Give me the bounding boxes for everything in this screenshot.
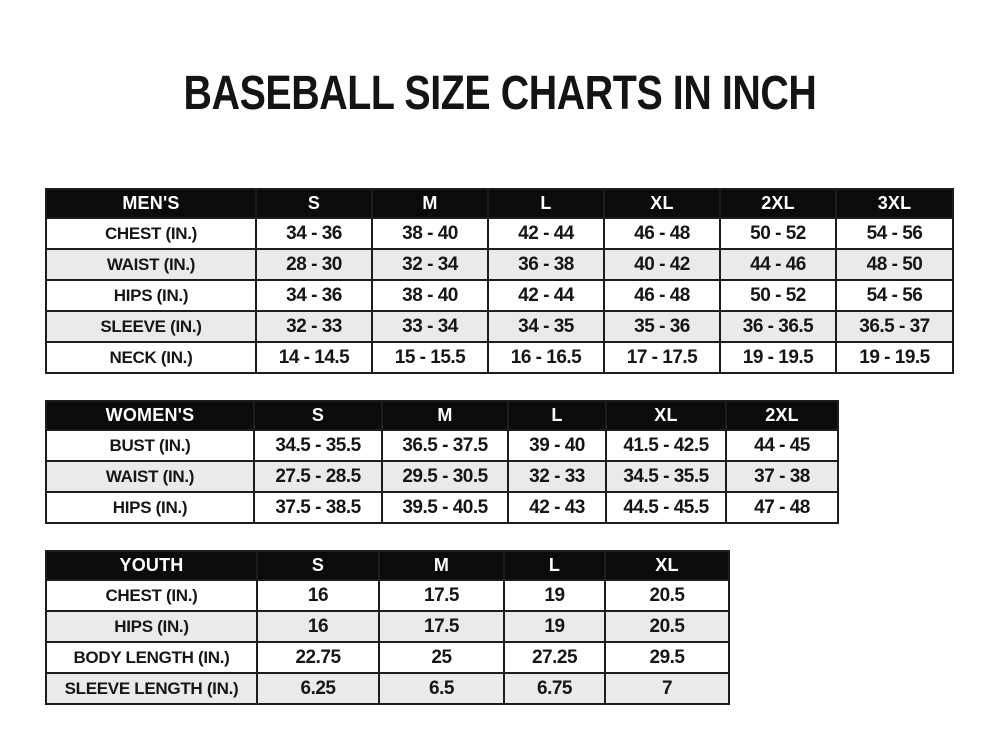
size-value: 16	[257, 611, 379, 642]
youth-sleeve-length-row	[46, 673, 729, 704]
womens-col-header-m: M	[382, 401, 508, 430]
row-label: HIPS (IN.)	[46, 492, 254, 523]
size-value: 22.75	[257, 642, 379, 673]
size-value: 34.5 - 35.5	[254, 430, 382, 461]
size-value: 32 - 33	[256, 311, 372, 342]
row-label: SLEEVE LENGTH (IN.)	[46, 673, 257, 704]
size-value: 28 - 30	[256, 249, 372, 280]
size-value: 38 - 40	[372, 218, 488, 249]
size-value: 19	[504, 580, 605, 611]
size-value: 34.5 - 35.5	[606, 461, 726, 492]
mens-header-row	[46, 189, 953, 218]
size-value: 47 - 48	[726, 492, 838, 523]
size-value: 32 - 34	[372, 249, 488, 280]
mens-chest-row	[46, 218, 953, 249]
size-value: 6.5	[379, 673, 504, 704]
row-label: CHEST (IN.)	[46, 580, 257, 611]
size-value: 17.5	[379, 611, 504, 642]
size-value: 20.5	[605, 580, 729, 611]
mens-col-header-l: L	[488, 189, 604, 218]
womens-col-header-l: L	[508, 401, 606, 430]
size-value: 46 - 48	[604, 280, 720, 311]
womens-hips-row	[46, 492, 838, 523]
mens-waist-row	[46, 249, 953, 280]
size-value: 19 - 19.5	[836, 342, 953, 373]
size-value: 50 - 52	[720, 218, 836, 249]
womens-table-title: WOMEN'S	[46, 401, 254, 430]
size-value: 19 - 19.5	[720, 342, 836, 373]
mens-col-header-m: M	[372, 189, 488, 218]
youth-col-header-m: M	[379, 551, 504, 580]
mens-size-table	[45, 188, 954, 374]
size-value: 15 - 15.5	[372, 342, 488, 373]
size-value: 44.5 - 45.5	[606, 492, 726, 523]
size-value: 6.75	[504, 673, 605, 704]
size-value: 17 - 17.5	[604, 342, 720, 373]
size-value: 19	[504, 611, 605, 642]
mens-col-header-2xl: 2XL	[720, 189, 836, 218]
row-label: NECK (IN.)	[46, 342, 256, 373]
size-value: 33 - 34	[372, 311, 488, 342]
size-value: 32 - 33	[508, 461, 606, 492]
womens-waist-row	[46, 461, 838, 492]
size-value: 16 - 16.5	[488, 342, 604, 373]
mens-hips-row	[46, 280, 953, 311]
womens-bust-row	[46, 430, 838, 461]
size-value: 27.5 - 28.5	[254, 461, 382, 492]
row-label: HIPS (IN.)	[46, 280, 256, 311]
size-value: 29.5 - 30.5	[382, 461, 508, 492]
size-value: 42 - 44	[488, 280, 604, 311]
youth-size-table	[45, 550, 730, 705]
youth-col-header-xl: XL	[605, 551, 729, 580]
size-value: 54 - 56	[836, 280, 953, 311]
size-value: 17.5	[379, 580, 504, 611]
size-value: 38 - 40	[372, 280, 488, 311]
size-value: 41.5 - 42.5	[606, 430, 726, 461]
row-label: SLEEVE (IN.)	[46, 311, 256, 342]
row-label: BUST (IN.)	[46, 430, 254, 461]
mens-table-title: MEN'S	[46, 189, 256, 218]
row-label: WAIST (IN.)	[46, 249, 256, 280]
womens-col-header-xl: XL	[606, 401, 726, 430]
youth-col-header-s: S	[257, 551, 379, 580]
size-value: 34 - 36	[256, 280, 372, 311]
mens-neck-row	[46, 342, 953, 373]
size-value: 36.5 - 37.5	[382, 430, 508, 461]
youth-table-title: YOUTH	[46, 551, 257, 580]
youth-header-row	[46, 551, 729, 580]
size-value: 37 - 38	[726, 461, 838, 492]
size-value: 42 - 44	[488, 218, 604, 249]
size-value: 36.5 - 37	[836, 311, 953, 342]
mens-sleeve-row	[46, 311, 953, 342]
size-value: 50 - 52	[720, 280, 836, 311]
size-value: 14 - 14.5	[256, 342, 372, 373]
size-value: 40 - 42	[604, 249, 720, 280]
mens-col-header-xl: XL	[604, 189, 720, 218]
size-value: 39.5 - 40.5	[382, 492, 508, 523]
size-value: 36 - 36.5	[720, 311, 836, 342]
youth-chest-row	[46, 580, 729, 611]
size-value: 6.25	[257, 673, 379, 704]
row-label: BODY LENGTH (IN.)	[46, 642, 257, 673]
size-value: 39 - 40	[508, 430, 606, 461]
size-value: 54 - 56	[836, 218, 953, 249]
womens-col-header-2xl: 2XL	[726, 401, 838, 430]
size-value: 7	[605, 673, 729, 704]
size-value: 48 - 50	[836, 249, 953, 280]
size-value: 35 - 36	[604, 311, 720, 342]
size-value: 20.5	[605, 611, 729, 642]
size-value: 36 - 38	[488, 249, 604, 280]
size-value: 34 - 36	[256, 218, 372, 249]
size-value: 29.5	[605, 642, 729, 673]
size-value: 34 - 35	[488, 311, 604, 342]
mens-col-header-3xl: 3XL	[836, 189, 953, 218]
size-value: 42 - 43	[508, 492, 606, 523]
womens-col-header-s: S	[254, 401, 382, 430]
womens-size-table	[45, 400, 839, 524]
size-value: 16	[257, 580, 379, 611]
size-value: 44 - 46	[720, 249, 836, 280]
row-label: CHEST (IN.)	[46, 218, 256, 249]
size-value: 44 - 45	[726, 430, 838, 461]
youth-body-length-row	[46, 642, 729, 673]
row-label: HIPS (IN.)	[46, 611, 257, 642]
size-value: 46 - 48	[604, 218, 720, 249]
mens-col-header-s: S	[256, 189, 372, 218]
size-value: 25	[379, 642, 504, 673]
size-value: 27.25	[504, 642, 605, 673]
womens-header-row	[46, 401, 838, 430]
youth-col-header-l: L	[504, 551, 605, 580]
size-value: 37.5 - 38.5	[254, 492, 382, 523]
page-title: BASEBALL SIZE CHARTS IN INCH	[183, 67, 817, 120]
youth-hips-row	[46, 611, 729, 642]
row-label: WAIST (IN.)	[46, 461, 254, 492]
